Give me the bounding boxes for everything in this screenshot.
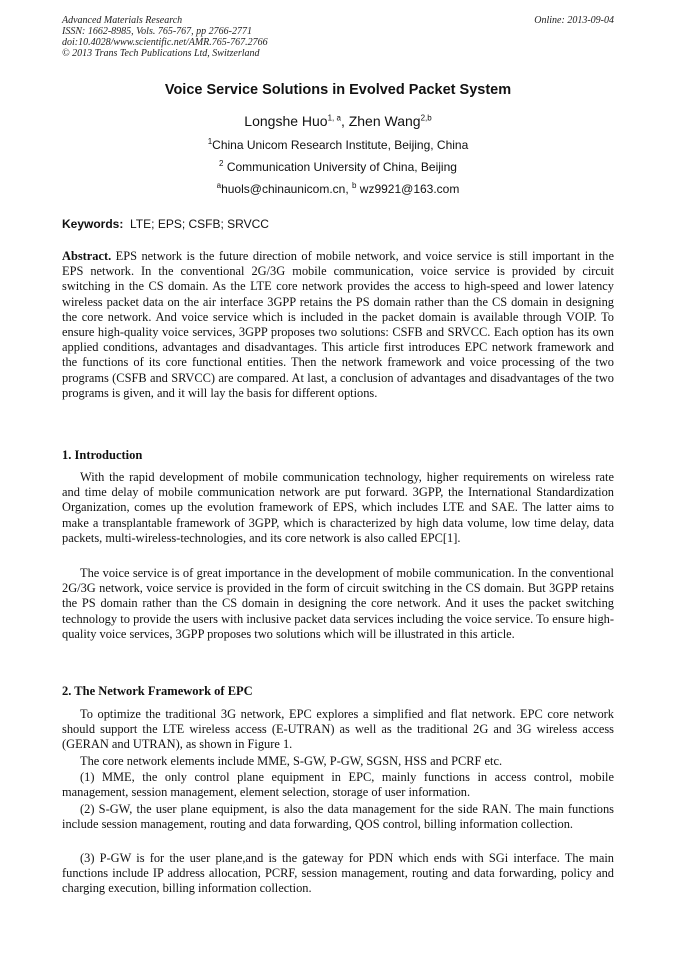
section-2-paragraph-3: (1) MME, the only control plane equipment in EPC, mainly functions in access control, mobile management, session management, element selection, storage of user information. [62, 770, 614, 800]
affiliation-1-text: China Unicom Research Institute, Beijing, China [212, 138, 469, 152]
journal-name: Advanced Materials Research [62, 15, 183, 26]
section-2-paragraph-2: The core network elements include MME, S-GW, P-GW, SGSN, HSS and PCRF etc. [80, 754, 503, 768]
abstract-text: EPS network is the future direction of mobile network, and voice service is still important in the EPS network. In the conventional 2G/3G mobile communication, voice service is provided by circuit switching in the CS domain. As the LTE core network provides the access to high-speed and lower latency wireless packet data on the air interface 3GPP retains the PS domain rather than the CS domain in designing the core network. And voice service which is included in the packet domain is available through VOIP. To ensure high-quality voice services, 3GPP proposes two solutions: CSFB and SRVCC. Each option has its own applied conditions, advantages and disadvantages. This article first introduces EPC network framework and the functions of its core functional entities. Then the network framework and voice processing of the two programs (CSFB and SRVCC) are compared. At last, a conclusion of advantages and disadvantages of the two programs is given, and it will lay the basis for different options. [62, 249, 614, 400]
author-1-sup: 1, a [327, 113, 341, 123]
email-a: huols@chinaunicom.cn, [221, 182, 352, 196]
section-1-paragraph-1: With the rapid development of mobile communication technology, higher requirements on wireless rate and time delay of mobile communication network are put forward. 3GPP, the International Standardization Organization, comes up the evolution framework of EPS, which includes LTE and SAE. The latter aims to make a transplantable framework of 3GPP, which is characterized by high data volume, low time delay, data packets, multi-wireless-technologies, and its core network is also called EPC[1]. [62, 470, 614, 545]
affiliation-2 [62, 160, 614, 174]
section-1-paragraph-2: The voice service is of great importance in the development of mobile communication. In the conventional 2G/3G network, voice service is provided in the form of circuit switching in the CS domain. But 3GPP retains the PS domain rather than the CS domain in designing the core network. And it uses the packet switching technology to provide the users with inclusive packet data services including the voice service. To ensure high-quality voice services, 3GPP proposes two solutions which will be illustrated in this article. [62, 566, 614, 641]
affiliation-2-sup: 2 [219, 159, 224, 168]
journal-header [62, 15, 614, 59]
journal-doi: doi:10.4028/www.scientific.net/AMR.765-767.2766 [62, 37, 268, 48]
keywords-value: LTE; EPS; CSFB; SRVCC [123, 217, 269, 231]
affiliation-1-sup: 1 [207, 137, 213, 146]
email-a-sup: a [216, 181, 222, 190]
journal-copyright: © 2013 Trans Tech Publications Ltd, Switzerland [62, 48, 260, 59]
paper-title: Voice Service Solutions in Evolved Packet System [164, 82, 512, 98]
section-2-heading: 2. The Network Framework of EPC [62, 684, 253, 698]
author-1: Longshe Huo [244, 113, 328, 129]
email-b: wz9921@163.com [356, 182, 460, 196]
keywords-label: Keywords: [62, 217, 124, 231]
email-b-sup: b [352, 181, 357, 190]
author-2-sup: 2,b [420, 113, 432, 123]
section-1-heading: 1. Introduction [62, 448, 143, 462]
section-2-paragraph-1: To optimize the traditional 3G network, EPC explores a simplified and flat network. EPC core network should support the LTE wireless access (E-UTRAN) as well as the traditional 2G and 3G wireless access (GERAN and UTRAN), as shown in Figure 1. [62, 707, 614, 752]
abstract-label: Abstract. [62, 249, 112, 263]
author-2: Zhen Wang [348, 113, 421, 129]
journal-issn: ISSN: 1662-8985, Vols. 765-767, pp 2766-2771 [62, 26, 252, 37]
section-2-paragraph-4: (2) S-GW, the user plane equipment, is also the data management for the side RAN. The main functions include session management, routing and data forwarding, QOS control, billing information collection. [62, 802, 614, 832]
section-2-paragraph-5: (3) P-GW is for the user plane,and is the gateway for PDN which ends with SGi interface. The main functions include IP address allocation, PCRF, session management, routing and data forwarding, policy and charging execution, billing information collection. [62, 851, 614, 896]
affiliation-2-text: Communication University of China, Beijing [223, 160, 457, 174]
abstract [62, 249, 614, 401]
author-line [62, 113, 614, 129]
author-emails [62, 182, 614, 196]
affiliation-1 [62, 138, 614, 152]
online-date: Online: 2013-09-04 [534, 15, 614, 26]
keywords [62, 217, 614, 231]
author-separator: , [340, 113, 349, 129]
